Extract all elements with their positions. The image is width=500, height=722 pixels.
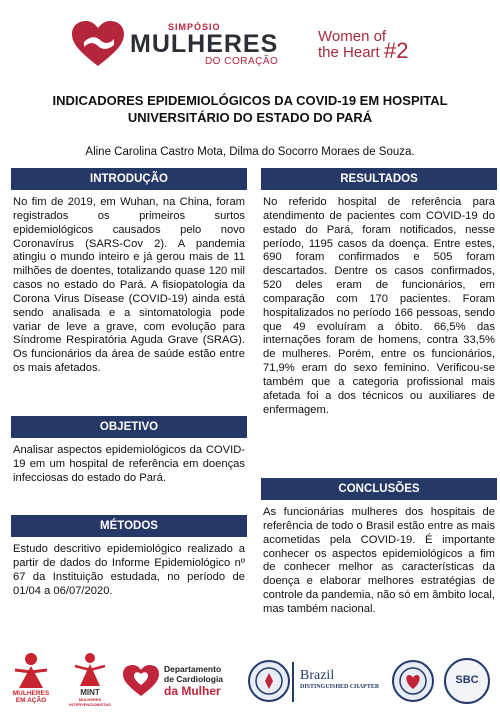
- title-line-1: INDICADORES EPIDEMIOLÓGICOS DA COVID-19 EM HOSPITAL: [52, 93, 448, 108]
- woman-figure-icon: [11, 652, 51, 690]
- logo-mulheres: MULHERES: [130, 30, 279, 58]
- metodos-text: Estudo descritivo epidemiológico realizado a partir de dados do Informe Epidemiológico nº 67 da Instituição estudada, no período de 01/04 a 06/07/2020.: [13, 543, 245, 597]
- resultados-text: No referido hospital de referência para atendimento de pacientes com COVID-19 do estado do Pará, foram notificados, nesse período, 1195 casos da doença. Entre estes, 690 foram confirmados e 505 foram descartados. Dentre os casos confirmados, 520 deles eram de funcionários, em comparação com 170 pacientes. Foram hospitalizados no período 166 pessoas, sendo que 49 evoluíram a óbito. 66,5% das internações foram de homens, contra 33,5% de mulheres. Porém, entre os funcionários, 71,9% eram do sexo feminino. Verificou-se também que a categoria profissional mais afetada foi a dos técnicos ou auxiliares de enfermagem.: [263, 196, 495, 416]
- women-of-the-heart-logo: [318, 28, 409, 63]
- poster-header: [0, 0, 500, 82]
- mint-figure-icon: [71, 652, 109, 688]
- mulheres-em-acao-text: MULHERES EM AÇÃO: [12, 690, 50, 704]
- dept-line1: Departamento: [164, 664, 222, 674]
- mulheres-em-acao-logo: [8, 652, 54, 704]
- mint-logo: [64, 652, 116, 707]
- brazil-text: Brazil: [300, 668, 335, 683]
- symposium-logo: [130, 22, 278, 67]
- mint-subtext: MULHERES INTERVENCIONISTAS: [69, 697, 111, 707]
- section-conclusoes: [261, 478, 497, 617]
- introducao-heading: INTRODUÇÃO: [11, 168, 247, 190]
- objetivo-text: Analisar aspectos epidemiológicos da COVID-19 em um hospital de referência em doenças infecciosas do estado do Pará.: [13, 444, 245, 484]
- society-seal-icon: [248, 660, 290, 702]
- sbc-seal: [444, 658, 490, 704]
- section-metodos: [11, 515, 247, 598]
- woh-number: #2: [384, 38, 409, 63]
- woh-line1: Women of: [318, 28, 387, 45]
- mint-text: MINT: [80, 688, 100, 697]
- brazil-subtext: DISTINGUISHED CHAPTER: [300, 684, 380, 690]
- heart-logo-icon: [70, 20, 126, 68]
- objetivo-heading: OBJETIVO: [11, 416, 247, 438]
- title-line-2: UNIVERSITÁRIO DO ESTADO DO PARÁ: [127, 110, 373, 125]
- brazil-chapter-logo: [292, 662, 386, 702]
- logo-simposio: SIMPÓSIO: [168, 22, 221, 32]
- dept-line3: da Mulher: [164, 684, 221, 698]
- introducao-text: No fim de 2019, em Wuhan, na China, foram registrados os primeiros surtos epidemiológicos causados pelo novo Coronavírus (SARS-Cov 2). A pandemia atingiu o mundo inteiro e já gerou mais de 11 milhões de doentes, totalizando quase 120 mil casos no estado do Pará. A fisiopatologia da Corona Virus Disease (COVID-19) ainda está sendo analisada e a sintomatologia pode variar de leve a grave, com evolução para Síndrome Respiratória Aguda Grave (SRAG). Os funcionários da área de saúde estão entre os mais afetados.: [13, 196, 245, 375]
- sponsor-logos: [0, 640, 500, 722]
- logo-do-coracao: DO CORAÇÃO: [204, 56, 279, 67]
- conclusoes-heading: CONCLUSÕES: [261, 478, 497, 500]
- authors: Aline Carolina Castro Mota, Dilma do Socorro Moraes de Souza.: [85, 146, 415, 158]
- metodos-heading: MÉTODOS: [11, 515, 247, 537]
- resultados-heading: RESULTADOS: [261, 168, 497, 190]
- cardiology-seal-icon: [392, 660, 434, 702]
- section-introducao: [11, 168, 247, 376]
- woh-line2: the Heart: [318, 44, 380, 61]
- sbc-text: SBC: [455, 674, 479, 686]
- dept-cardiologia-logo: [122, 662, 242, 702]
- dept-heart-icon: [122, 664, 160, 698]
- dept-line2: de Cardiologia: [164, 674, 224, 684]
- section-objetivo: [11, 416, 247, 486]
- poster-title: [0, 92, 500, 126]
- section-resultados: [261, 168, 497, 418]
- conclusoes-text: As funcionárias mulheres dos hospitais de referência de todo o Brasil estão entre as mais acometidas pela COVID-19. É importante conhecer os aspectos epidemiológicos a fim de conhecer melhor as características da doença e elaborar melhores estratégias de controle da pandemia, não só em âmbito local, mas também nacional.: [263, 506, 495, 615]
